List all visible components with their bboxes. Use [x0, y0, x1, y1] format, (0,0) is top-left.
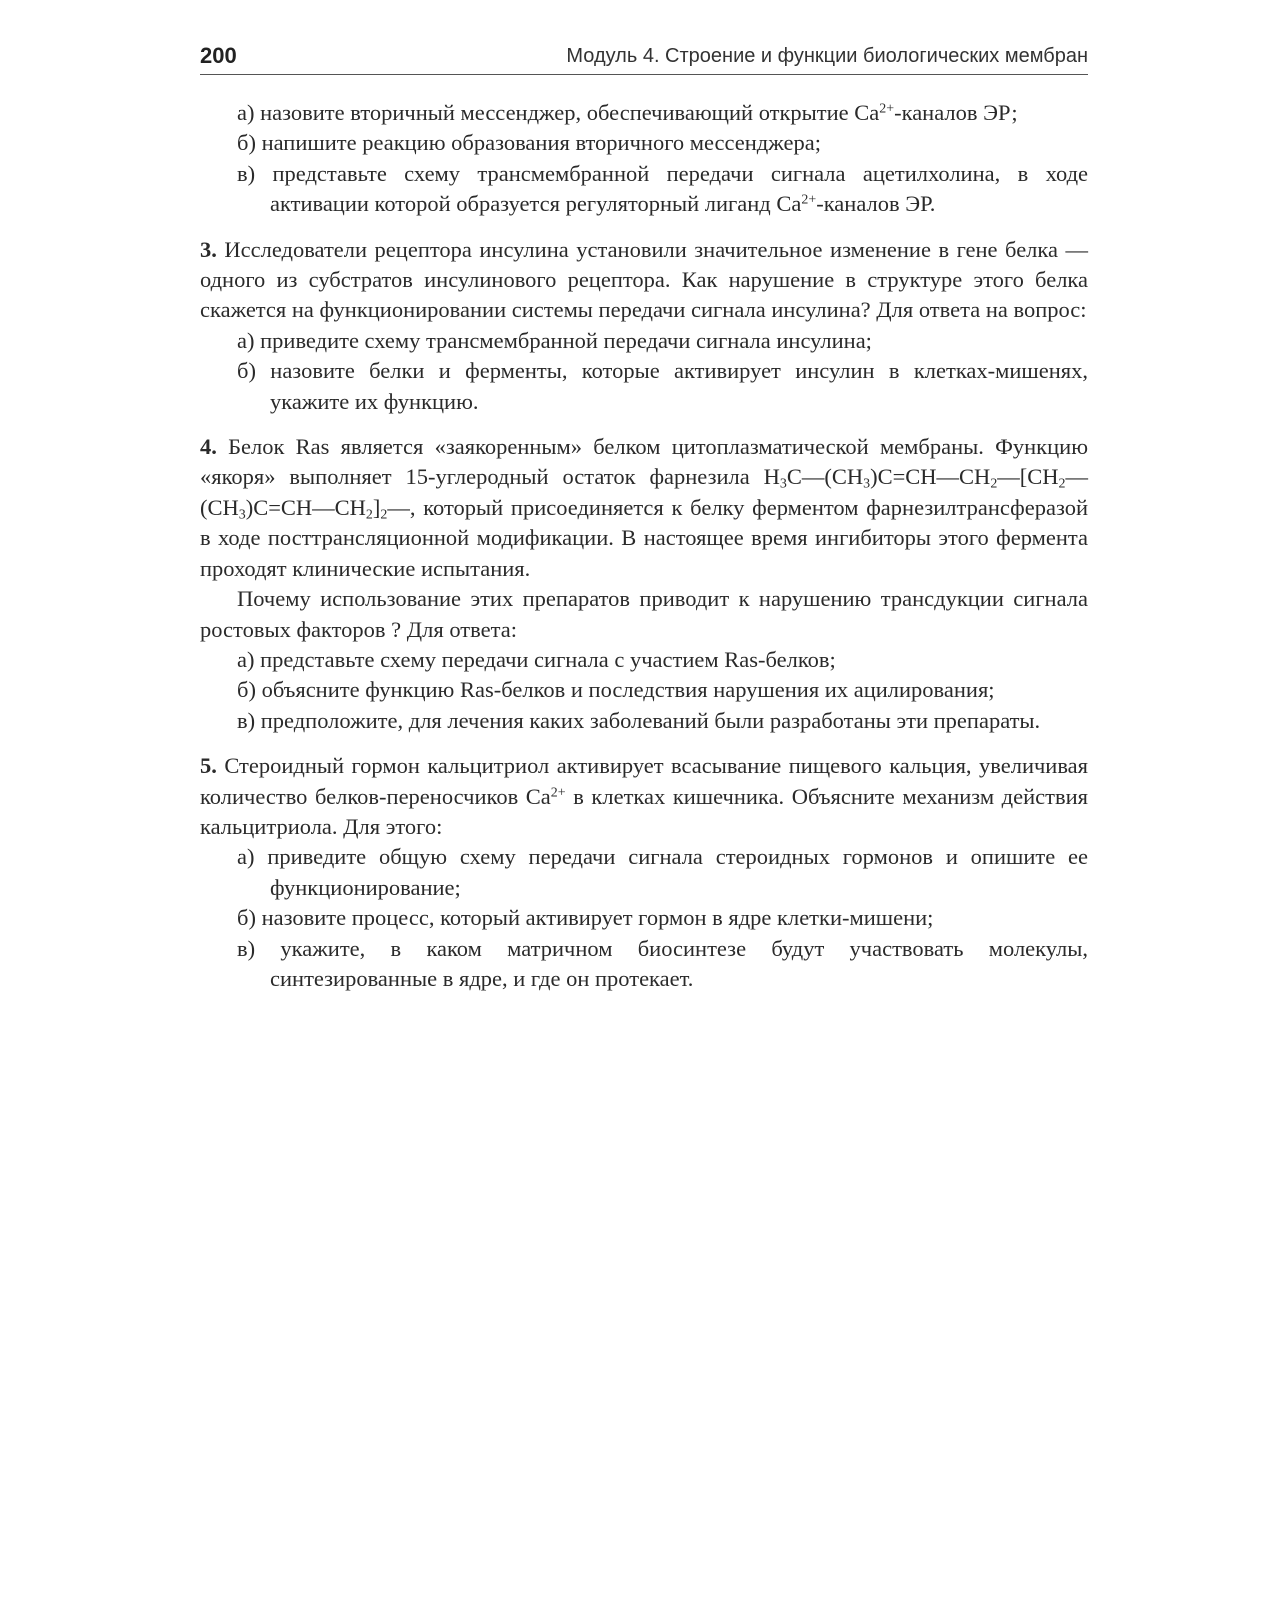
item-marker: а): [237, 844, 255, 870]
page-number: 200: [200, 43, 237, 68]
task2-item-a: [200, 98, 1088, 128]
item-marker: а): [237, 646, 255, 672]
item-marker: в): [237, 707, 256, 733]
task-text-end: в клетках кишечника. Объясните механизм действия кальцитриола. Для этого:: [200, 783, 1088, 839]
task-3: [200, 235, 1088, 417]
subscript: 3: [238, 507, 246, 523]
task2-item-b: [200, 128, 1088, 158]
task5-item-c: [200, 934, 1088, 995]
formula-part: —,: [387, 494, 416, 520]
item-text: укажите, в каком матричном биосинтезе будут участвовать молекулы, синтезированные в ядре, и где он протекает.: [270, 935, 1089, 991]
task-text: Исследователи рецептора инсулина установили значительное изменение в гене белка — одного из субстратов инсулинового рецептора. Как нарушение в структуре этого белка скажется на функционировании системы передачи сигнала инсулина? Для ответа на вопрос:: [200, 236, 1088, 323]
item-marker: б): [237, 905, 256, 931]
superscript: 2+: [801, 192, 817, 208]
task2-item-c: [200, 159, 1088, 220]
task3-item-a: [200, 326, 1088, 356]
superscript: 2+: [550, 784, 566, 800]
formula-part: ]: [372, 494, 381, 520]
task4-paragraph-2: Почему использование этих препаратов приводит к нарушению трансдукции сигнала ростовых факторов ? Для ответа:: [200, 586, 1088, 642]
item-marker: в): [237, 935, 256, 961]
item-marker: б): [237, 358, 256, 384]
formula-part: C—(CH: [786, 464, 864, 490]
page-content: [200, 98, 1088, 994]
item-marker: а): [237, 100, 255, 125]
formula-part: )C=CH—CH: [245, 494, 366, 520]
task5-item-b: [200, 903, 1088, 933]
item-text: предположите, для лечения каких заболеваний были разработаны эти препараты.: [260, 707, 1041, 733]
task-number: 4.: [200, 434, 217, 460]
task-text: Белок Ras является «заякоренным» белком цитоплазматической мембраны. Функцию «якоря» выполняет 15-углеродный остаток фарнезила: [200, 434, 1088, 490]
formula-part: —[CH: [997, 464, 1059, 490]
item-marker: в): [237, 160, 256, 186]
subscript: 2: [990, 476, 998, 492]
item-text: назовите вторичный мессенджер, обеспечивающий открытие Ca: [260, 100, 880, 125]
item-marker: б): [237, 677, 256, 703]
task3-list: [200, 326, 1088, 417]
item-text: приведите схему трансмембранной передачи сигнала инсулина;: [260, 327, 872, 353]
task3-question: [200, 235, 1088, 326]
task-number: 3.: [200, 236, 217, 262]
item-marker: а): [237, 327, 255, 353]
page-header: [200, 40, 1088, 75]
task5-question: [200, 751, 1088, 842]
task4-item-a: [200, 645, 1088, 675]
task-text-end: который присоединяется к белку ферментом фарнезилтрансферазой в ходе посттрансляционной модификации. В настоящее время ингибиторы этого фермента проходят клинические испытания.: [200, 494, 1089, 581]
task4-item-b: [200, 675, 1088, 705]
item-text: напишите реакцию образования вторичного мессенджера;: [261, 130, 821, 156]
subscript: 3: [863, 476, 871, 492]
formula-part: —(CH: [200, 464, 1088, 520]
item-text: приведите общую схему передачи сигнала стероидных гормонов и опишите ее функционирование;: [267, 844, 1089, 900]
item-text: представьте схему трансмембранной передачи сигнала ацетилхолина, в ходе активации которой образуется регуляторный лиганд Ca: [270, 160, 1088, 217]
task-number: 5.: [200, 753, 217, 779]
superscript: 2+: [879, 101, 895, 117]
task5-list: [200, 842, 1088, 994]
task5-item-a: [200, 842, 1088, 903]
task4-list: [200, 645, 1088, 736]
item-text: объясните функцию Ras-белков и последствия нарушения их ацилирования;: [261, 677, 995, 703]
running-title: Модуль 4. Строение и функции биологических мембран: [566, 45, 1088, 67]
item-text: назовите белки и ферменты, которые активирует инсулин в клетках-мишенях, укажите их функцию.: [270, 358, 1088, 414]
item-text-end: -каналов ЭР;: [894, 100, 1018, 125]
item-text: назовите процесс, который активирует гормон в ядре клетки-мишени;: [261, 905, 934, 931]
subscript: 2: [380, 507, 388, 523]
task-4: [200, 432, 1088, 736]
task-text: Стероидный гормон кальцитриол активирует всасывание пищевого кальция, увеличивая количество белков-переносчиков Ca: [200, 753, 1089, 809]
subscript: 3: [779, 476, 787, 492]
task2-list: [200, 98, 1088, 220]
task4-item-c: [200, 706, 1088, 736]
item-text-end: -каналов ЭР.: [816, 191, 936, 217]
task4-question: [200, 432, 1088, 584]
task3-item-b: [200, 356, 1088, 417]
item-text: представьте схему передачи сигнала с участием Ras-белков;: [260, 646, 836, 672]
item-marker: б): [237, 130, 256, 156]
subscript: 2: [1058, 476, 1066, 492]
task-5: [200, 751, 1088, 994]
subscript: 2: [365, 507, 373, 523]
formula-part: H: [763, 464, 780, 490]
formula-part: )C=CH—CH: [870, 464, 991, 490]
